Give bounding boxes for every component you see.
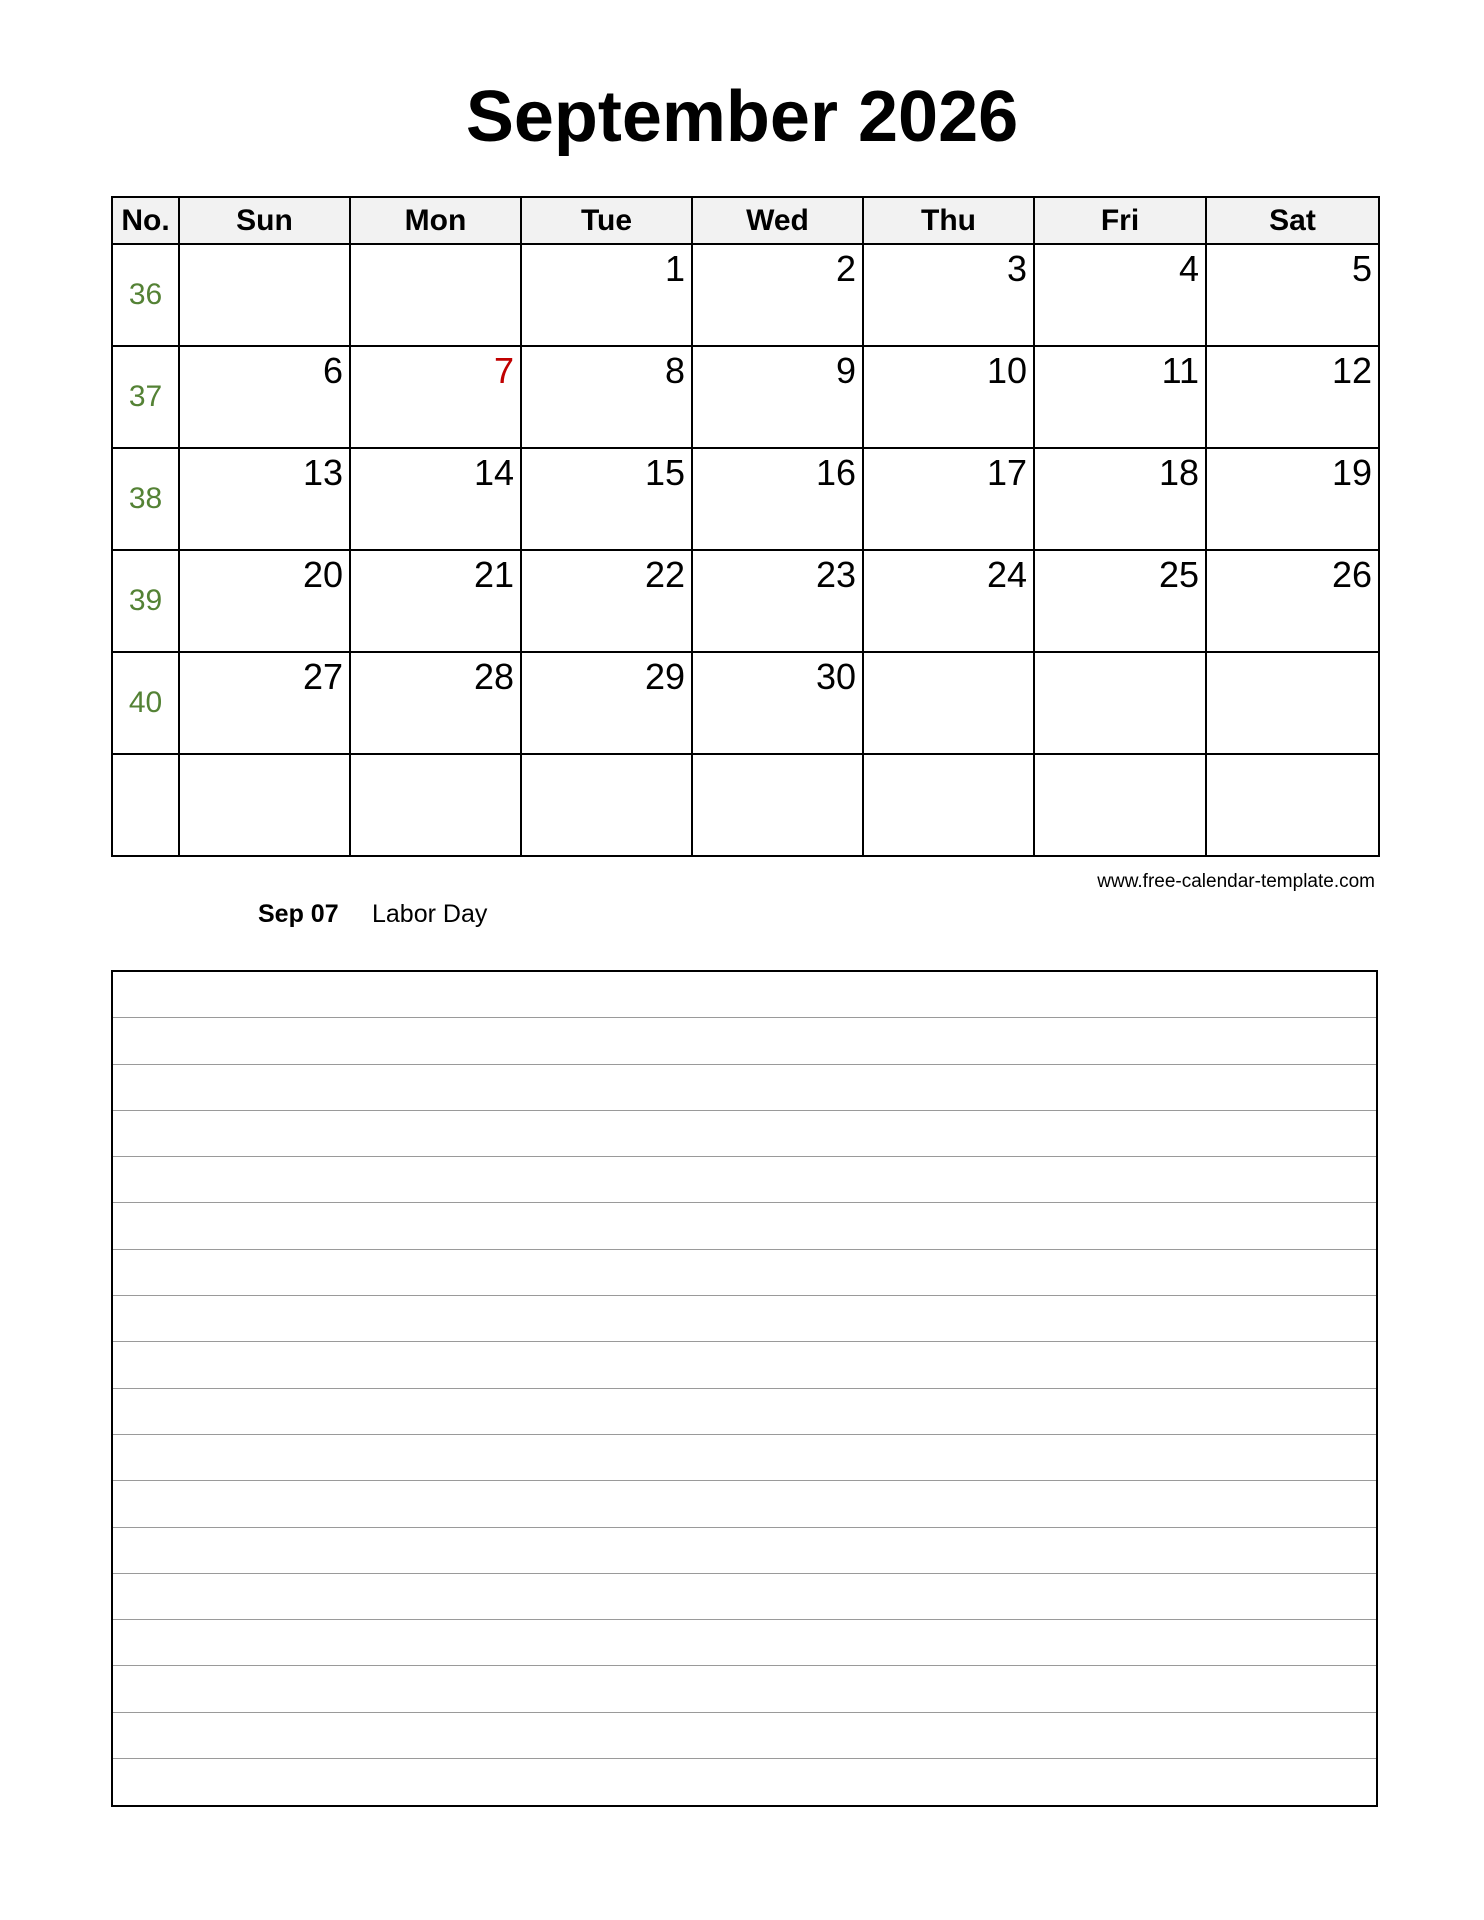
week-number: 38 [112,448,179,550]
note-line[interactable] [113,1018,1376,1064]
day-number [180,755,349,757]
website-credit: www.free-calendar-template.com [1097,871,1375,892]
note-line[interactable] [113,1250,1376,1296]
day-cell[interactable] [692,550,863,652]
day-cell[interactable] [1206,244,1379,346]
day-cell[interactable] [1034,244,1206,346]
day-number: 28 [473,656,514,697]
day-cell[interactable] [350,652,521,754]
day-cell[interactable] [863,244,1034,346]
weekday-header-row [112,197,1379,244]
note-line[interactable] [113,1759,1376,1805]
day-cell[interactable] [521,754,692,856]
day-cell[interactable] [692,754,863,856]
day-number: 5 [1351,248,1372,289]
calendar-grid [111,196,1380,857]
note-line[interactable] [113,1435,1376,1481]
day-number: 16 [815,452,856,493]
note-line[interactable] [113,1481,1376,1527]
day-cell[interactable] [1206,754,1379,856]
week-row [112,652,1379,754]
day-cell[interactable] [179,550,350,652]
weekday-header-fri: Fri [1034,197,1206,244]
day-number: 27 [302,656,343,697]
day-cell[interactable] [1206,652,1379,754]
note-line[interactable] [113,1528,1376,1574]
day-number: 2 [835,248,856,289]
day-cell[interactable] [863,550,1034,652]
week-number: 39 [112,550,179,652]
day-number: 24 [986,554,1027,595]
day-cell[interactable] [692,346,863,448]
day-number: 4 [1178,248,1199,289]
day-cell[interactable] [179,244,350,346]
day-number: 9 [835,350,856,391]
day-cell[interactable] [350,550,521,652]
day-cell[interactable] [863,754,1034,856]
day-cell[interactable] [1034,652,1206,754]
note-line[interactable] [113,1620,1376,1666]
day-cell[interactable] [1034,448,1206,550]
day-cell[interactable] [521,550,692,652]
day-number: 11 [1161,350,1199,391]
day-cell[interactable] [521,448,692,550]
weekday-header-thu: Thu [863,197,1034,244]
day-number [351,755,520,757]
week-row [112,550,1379,652]
day-cell[interactable] [863,346,1034,448]
week-number: 37 [112,346,179,448]
day-number: 13 [302,452,343,493]
day-number [864,755,1033,757]
day-number: 29 [644,656,685,697]
day-cell[interactable] [1206,550,1379,652]
day-number: 26 [1331,554,1372,595]
note-line[interactable] [113,1296,1376,1342]
day-number [864,653,1033,655]
week-number: 40 [112,652,179,754]
weekday-header-mon: Mon [350,197,521,244]
day-number: 20 [302,554,343,595]
day-cell[interactable] [179,346,350,448]
day-number [351,245,520,247]
holiday-name: Labor Day [372,900,488,928]
week-number: 36 [112,244,179,346]
day-cell[interactable] [1206,346,1379,448]
day-cell[interactable] [350,754,521,856]
day-cell[interactable] [692,244,863,346]
holiday-date: Sep 07 [258,900,339,928]
day-cell[interactable] [521,244,692,346]
week-number [112,754,179,856]
day-number [1035,755,1205,757]
day-cell[interactable] [521,346,692,448]
day-number: 19 [1331,452,1372,493]
day-cell[interactable] [521,652,692,754]
day-cell[interactable] [179,448,350,550]
day-cell[interactable] [863,652,1034,754]
day-number: 30 [815,656,856,697]
day-number: 15 [644,452,685,493]
day-number [1035,653,1205,655]
day-number [180,245,349,247]
day-number: 18 [1158,452,1199,493]
weekday-header-sun: Sun [179,197,350,244]
day-cell[interactable] [1034,754,1206,856]
day-cell[interactable] [350,448,521,550]
week-number-header: No. [112,197,179,244]
day-number: 14 [473,452,514,493]
day-number: 6 [322,350,343,391]
note-line[interactable] [113,1574,1376,1620]
day-number: 1 [664,248,685,289]
week-row [112,448,1379,550]
calendar-title: September 2026 [465,77,1019,157]
note-line[interactable] [113,1111,1376,1157]
day-number: 17 [986,452,1027,493]
day-cell[interactable] [179,652,350,754]
day-cell[interactable] [350,244,521,346]
day-number: 3 [1006,248,1027,289]
day-cell[interactable] [863,448,1034,550]
week-row [112,244,1379,346]
day-number: 22 [644,554,685,595]
day-number: 12 [1331,350,1372,391]
week-row [112,346,1379,448]
day-number: 8 [664,350,685,391]
day-number [522,755,691,757]
day-number: 10 [986,350,1027,391]
week-row [112,754,1379,856]
note-line[interactable] [113,1389,1376,1435]
notes-area[interactable] [111,970,1378,1807]
weekday-header-tue: Tue [521,197,692,244]
day-number: 23 [815,554,856,595]
holiday-list-item [258,898,487,930]
note-line[interactable] [113,1157,1376,1203]
day-number [1207,755,1378,757]
day-number: 25 [1158,554,1199,595]
day-cell[interactable] [692,652,863,754]
note-line[interactable] [113,1203,1376,1249]
day-cell[interactable] [1034,550,1206,652]
day-cell[interactable] [350,346,521,448]
note-line[interactable] [113,1065,1376,1111]
day-cell[interactable] [692,448,863,550]
note-line[interactable] [113,972,1376,1018]
day-cell[interactable] [1034,346,1206,448]
note-line[interactable] [113,1666,1376,1712]
weekday-header-wed: Wed [692,197,863,244]
day-number [693,755,862,757]
note-line[interactable] [113,1713,1376,1759]
weekday-header-sat: Sat [1206,197,1379,244]
day-number [1207,653,1378,655]
day-number: 7 [493,350,514,391]
day-number: 21 [473,554,514,595]
day-cell[interactable] [179,754,350,856]
day-cell[interactable] [1206,448,1379,550]
note-line[interactable] [113,1342,1376,1388]
